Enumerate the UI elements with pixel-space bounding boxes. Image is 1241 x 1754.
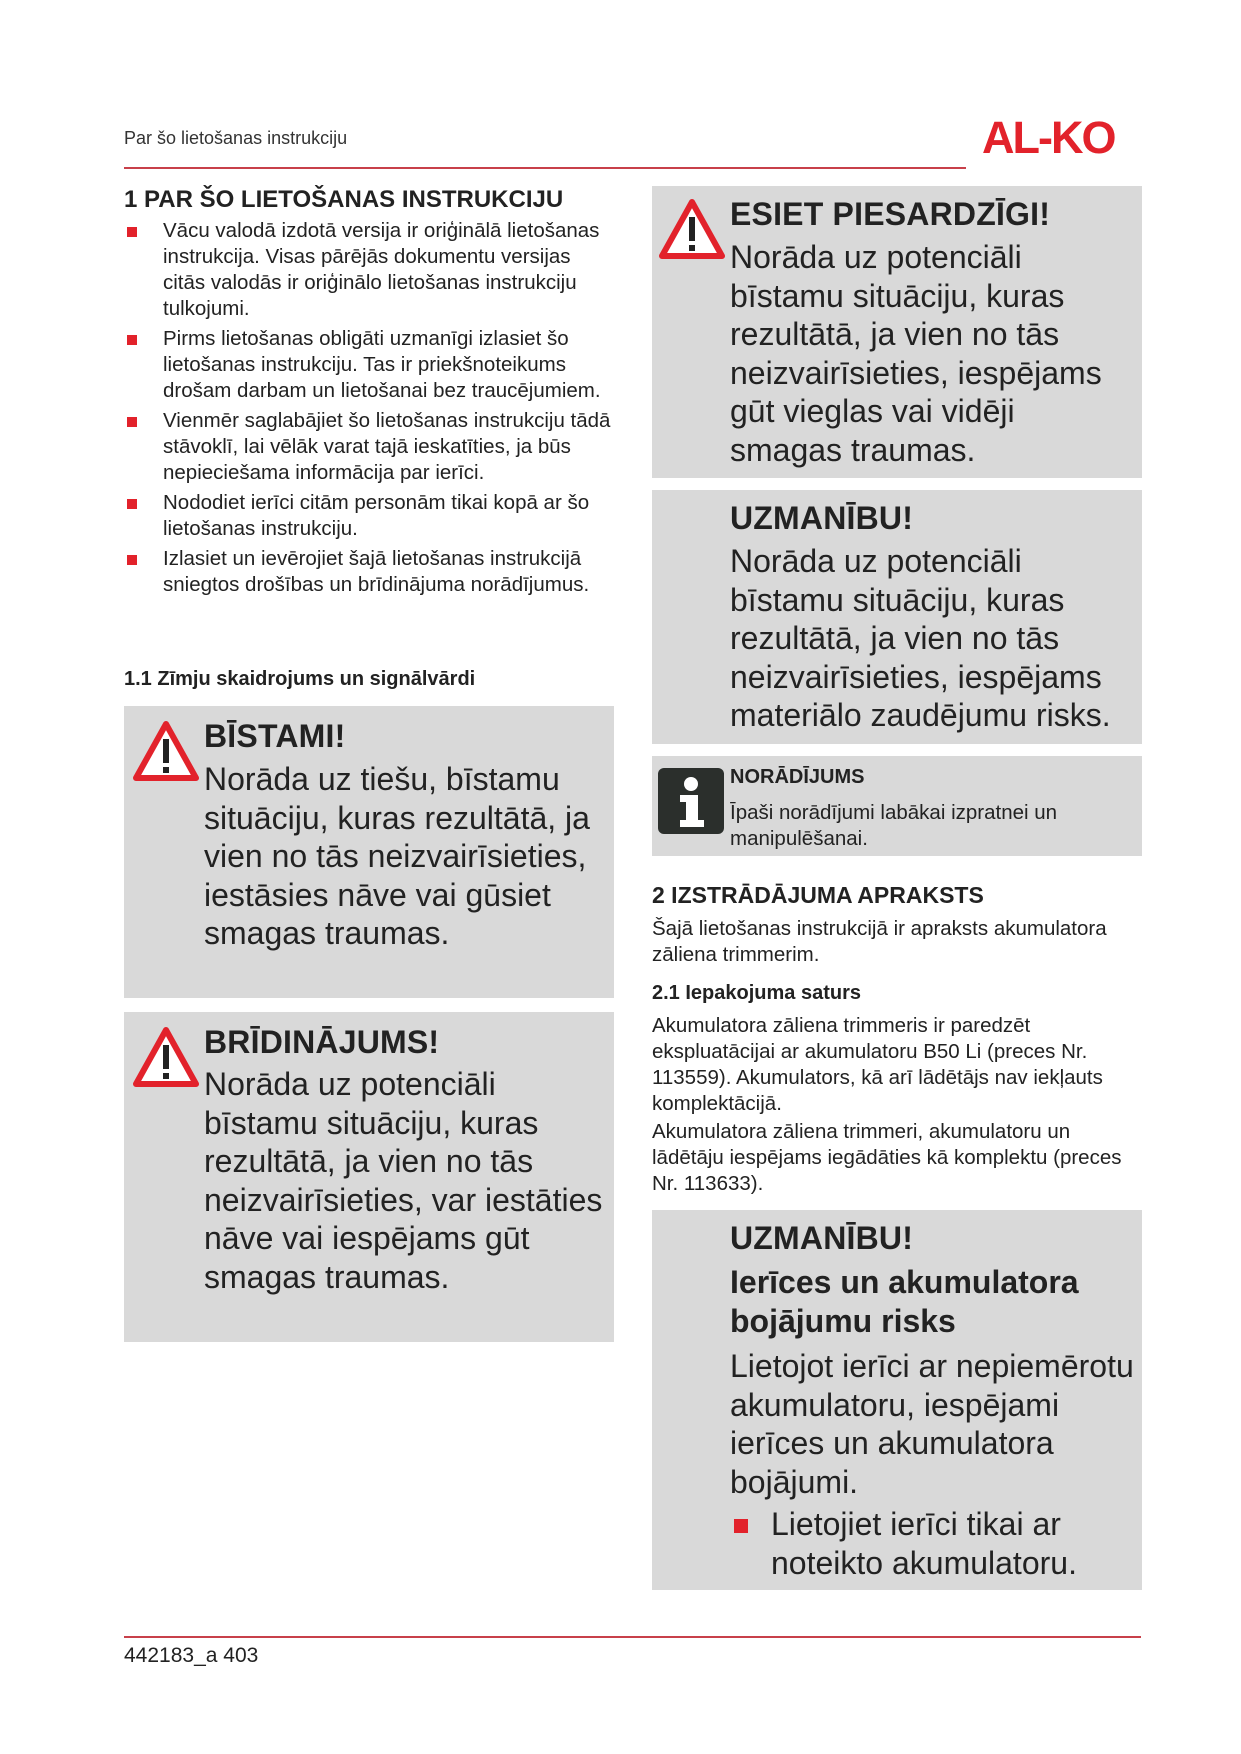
bullet-square-icon — [127, 335, 137, 345]
alko-logo-graphic — [982, 118, 1140, 158]
danger-text: Norāda uz tiešu, bīstamu situāciju, kuras rezultātā, ja vien no tās neizvairīsieties, iestāsies nāve vai gūsiet smagas traumas. — [204, 761, 590, 951]
notice-box — [652, 490, 1142, 744]
warning-title: BRĪDINĀJUMS! — [204, 1024, 440, 1060]
warning-triangle-icon — [132, 720, 200, 782]
info-icon — [658, 768, 724, 834]
danger-title: BĪSTAMI! — [204, 718, 346, 754]
bullet-square-icon — [127, 555, 137, 565]
footer-rule — [124, 1636, 1141, 1638]
caution-text: Norāda uz potenciāli bīstamu situāciju, kuras rezultātā, ja vien no tās neizvairīsieties, iespējams gūt vieglas vai vidēji smagas traumas. — [730, 239, 1102, 468]
notice-2-subtitle: Ierīces un akumulatora bojājumu risks — [730, 1264, 1079, 1339]
section-2-heading: 2 IZSTRĀDĀJUMA APRAKSTS — [652, 882, 984, 908]
notice-2-box — [652, 1210, 1142, 1590]
notice-2-text: Lietojot ierīci ar nepiemērotu akumulatoru, iespējami ierīces un akumulatora bojājumi. — [730, 1348, 1134, 1500]
running-header: Par šo lietošanas instrukciju — [124, 128, 348, 148]
list-item: Vācu valodā izdotā versija ir oriģinālā lietošanas instrukcija. Visas pārējās dokumentu versijas citās valodās ir oriģinālo lietošanas instrukciju tulkojumi. — [124, 218, 614, 322]
page-number: 442183_a 403 — [124, 1644, 259, 1667]
list-item: Pirms lietošanas obligāti uzmanīgi izlasiet šo lietošanas instrukciju. Tas ir priekšnoteikums drošam darbam un lietošanai bez traucējumiem. — [124, 326, 614, 404]
svg-text:AL-KO: AL-KO — [982, 118, 1115, 158]
notice-2-title: UZMANĪBU! — [730, 1220, 914, 1256]
caution-box — [652, 186, 1142, 478]
danger-box — [124, 706, 614, 998]
section-1-bullet-list — [124, 218, 614, 598]
section-1-1-heading: 1.1 Zīmju skaidrojums un signālvārdi — [124, 668, 476, 690]
notice-title: UZMANĪBU! — [730, 500, 914, 536]
warning-triangle-icon — [132, 1026, 200, 1088]
bullet-square-icon — [127, 499, 137, 509]
list-item: Izlasiet un ievērojiet šajā lietošanas instrukcijā sniegtos drošības un brīdinājuma norādījumus. — [124, 546, 614, 598]
notice-2-bullet: Lietojiet ierīci tikai ar noteikto akumulatoru. — [730, 1505, 1131, 1582]
bullet-square-icon — [127, 417, 137, 427]
list-item: Nododiet ierīci citām personām tikai kopā ar šo lietošanas instrukciju. — [124, 490, 614, 542]
section-2-1-para-1: Akumulatora zāliena trimmeris ir paredzēt ekspluatācijai ar akumulatoru B50 Li (preces Nr. 113559). Akumulators, kā arī lādētājs nav iekļauts komplektācijā. — [652, 1014, 1103, 1115]
section-2-text: Šajā lietošanas instrukcijā ir apraksts akumulatora zāliena trimmerim. — [652, 917, 1107, 966]
header-rule — [124, 167, 966, 169]
section-2-1-heading: 2.1 Iepakojuma saturs — [652, 982, 861, 1004]
brand-logo — [982, 118, 1140, 165]
section-1 — [124, 186, 614, 602]
warning-box — [124, 1012, 614, 1342]
bullet-square-icon — [127, 227, 137, 237]
warning-text: Norāda uz potenciāli bīstamu situāciju, kuras rezultātā, ja vien no tās neizvairīsieties, var iestāties nāve vai iespējams gūt smagas traumas. — [204, 1066, 603, 1295]
notice-text: Norāda uz potenciāli bīstamu situāciju, kuras rezultātā, ja vien no tās neizvairīsieties, iespējams materiālo zaudējumu risks. — [730, 543, 1111, 733]
info-box — [652, 756, 1142, 856]
list-item: Vienmēr saglabājiet šo lietošanas instrukciju tādā stāvoklī, lai vēlāk varat tajā ieskatīties, ja būs nepieciešama informācija par ierīci. — [124, 408, 614, 486]
bullet-square-icon — [734, 1519, 748, 1533]
info-text: Īpaši norādījumi labākai izpratnei un manipulēšanai. — [730, 801, 1058, 850]
info-title: NORĀDĪJUMS — [730, 766, 865, 788]
warning-triangle-icon — [658, 198, 726, 260]
caution-title: ESIET PIESARDZĪGI! — [730, 196, 1051, 232]
section-2-1-para-2: Akumulatora zāliena trimmeri, akumulatoru un lādētāju iespējams iegādāties kā komplektu (preces Nr. 113633). — [652, 1120, 1122, 1195]
section-1-heading: 1 PAR ŠO LIETOŠANAS INSTRUKCIJU — [124, 186, 564, 213]
